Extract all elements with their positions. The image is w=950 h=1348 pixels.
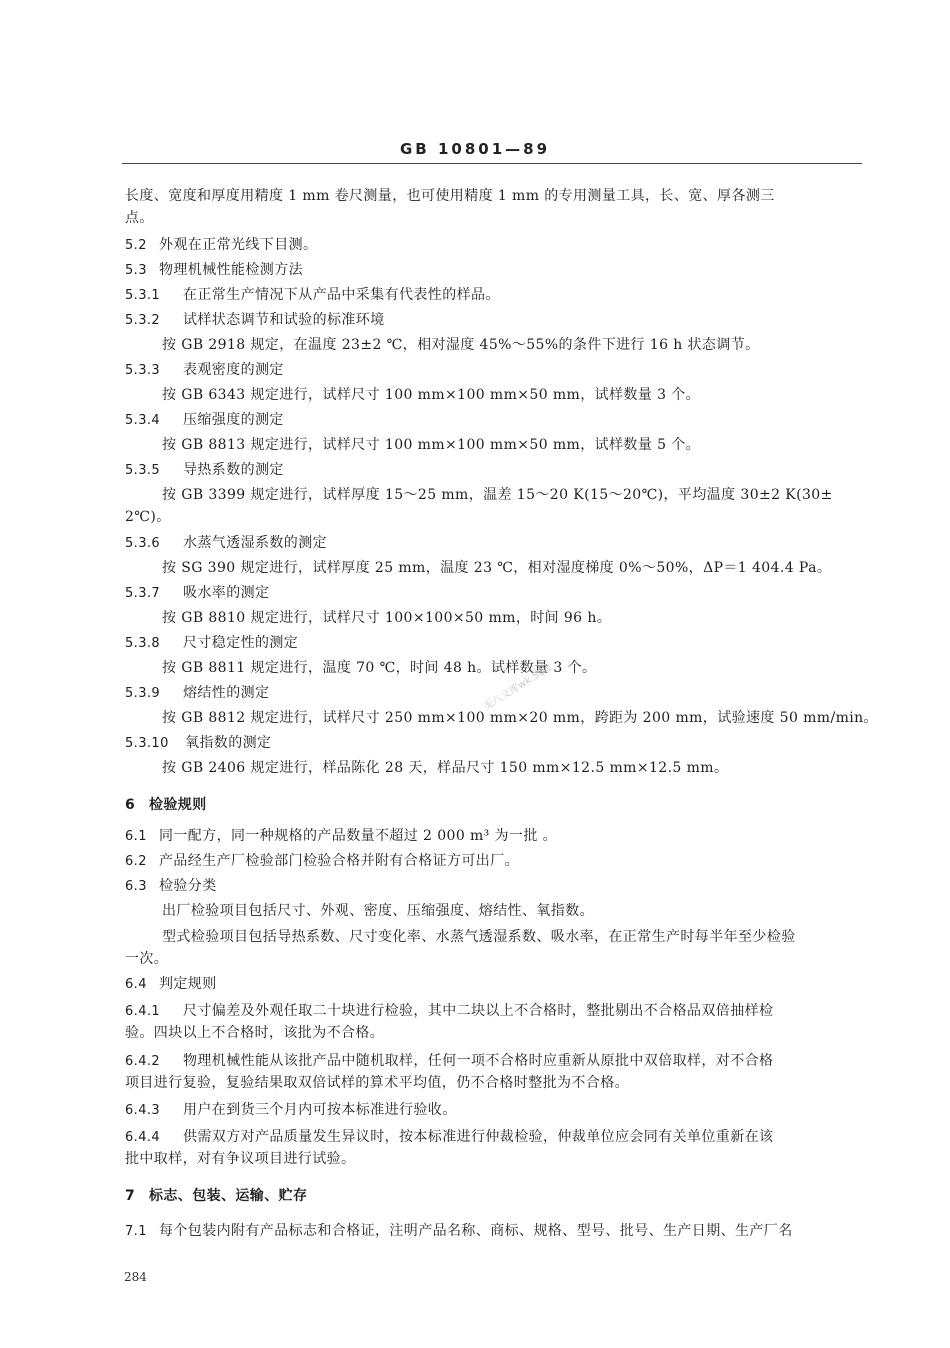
- clause-text: 型式检验项目包括导热系数、尺寸变化率、水蒸气透湿系数、吸水率，在正常生产时每半年至少检验: [162, 929, 796, 945]
- text-line: [125, 1024, 384, 1042]
- text-line: [162, 902, 594, 920]
- clause-number: 6.1: [125, 829, 147, 844]
- text-line: [125, 1002, 773, 1021]
- clause-number: 5.3.7: [125, 586, 161, 601]
- text-line: [162, 336, 760, 354]
- standard-code-header: GB 10801—89: [399, 140, 551, 158]
- clause-text: 按 GB 6343 规定进行，试样尺寸 100 mm×100 mm×50 mm，试样数量 3 个。: [162, 387, 701, 403]
- clause-number: 5.3.5: [125, 463, 161, 478]
- clause-text: 物理机械性能从该批产品中随机取样，任何一项不合格时应重新从原批中双倍取样，对不合格: [183, 1053, 774, 1069]
- clause-text: 在正常生产情况下从产品中采集有代表性的样品。: [183, 287, 500, 303]
- text-line: [125, 634, 298, 653]
- text-line: [125, 209, 154, 227]
- clause-text: 水蒸气透湿系数的测定: [183, 535, 327, 551]
- clause-text: 同一配方，同一种规格的产品数量不超过 2 000 m³ 为一批 。: [159, 828, 557, 844]
- clause-text: 按 GB 8813 规定进行，试样尺寸 100 mm×100 mm×50 mm，试样数量 5 个。: [162, 437, 701, 453]
- text-line: [125, 1150, 355, 1168]
- clause-number: 5.3.3: [125, 363, 161, 378]
- section-heading: [125, 796, 207, 814]
- text-line: [162, 759, 728, 777]
- section-heading: [125, 1187, 307, 1205]
- clause-text: 按 GB 2918 规定，在温度 23±2 ℃，相对湿度 45%～55%的条件下进行 16 h 状态调节。: [162, 337, 760, 353]
- clause-number: 7: [125, 1188, 136, 1204]
- clause-text: 按 GB 3399 规定进行，试样厚度 15～25 mm，温差 15～20 K(15～20℃)，平均温度 30±2 K(30±: [162, 487, 833, 503]
- clause-text: 每个包装内附有产品标志和合格证，注明产品名称、商标、规格、型号、批号、生产日期、生产厂名: [159, 1223, 793, 1239]
- clause-text: 氧指数的测定: [185, 735, 272, 751]
- clause-number: 5.3: [125, 263, 147, 278]
- clause-number: 6: [125, 797, 136, 813]
- text-line: [125, 852, 519, 871]
- clause-number: 5.3.2: [125, 313, 161, 328]
- clause-number: 5.3.4: [125, 413, 161, 428]
- clause-number: 7.1: [125, 1224, 147, 1239]
- clause-text: 批中取样，对有争议项目进行试验。: [125, 1151, 356, 1167]
- page-number: 284: [124, 1270, 147, 1284]
- text-line: [125, 1222, 793, 1241]
- clause-text: 熔结性的测定: [183, 685, 270, 701]
- clause-number: 5.2: [125, 238, 147, 253]
- text-line: [162, 436, 700, 454]
- text-line: [125, 1101, 457, 1120]
- text-line: [125, 508, 171, 526]
- text-line: [125, 584, 269, 603]
- clause-text: 按 GB 2406 规定进行，样品陈化 28 天，样品尺寸 150 mm×12.5 mm×12.5 mm。: [162, 760, 729, 776]
- text-line: [125, 1128, 773, 1147]
- clause-text: 标志、包装、运输、贮存: [149, 1188, 308, 1204]
- text-line: [125, 734, 271, 753]
- text-line: [125, 877, 217, 896]
- text-line: [125, 461, 284, 480]
- clause-number: 5.3.9: [125, 686, 161, 701]
- clause-text: 供需双方对产品质量发生异议时，按本标准进行仲裁检验，仲裁单位应会同有关单位重新在该: [183, 1129, 774, 1145]
- text-line: [125, 411, 284, 430]
- clause-number: 5.3.1: [125, 288, 161, 303]
- watermark: 无八文库wk.58.c: [482, 661, 555, 713]
- clause-text: 吸水率的测定: [183, 585, 270, 601]
- clause-text: 按 GB 8812 规定进行，试样尺寸 250 mm×100 mm×20 mm，跨距为 200 mm，试验速度 50 mm/min。: [162, 710, 878, 726]
- text-line: [125, 236, 317, 255]
- clause-number: 6.2: [125, 854, 147, 869]
- clause-text: 检验规则: [149, 797, 207, 813]
- clause-text: 点。: [125, 210, 154, 226]
- clause-text: 产品经生产厂检验部门检验合格并附有合格证方可出厂。: [159, 853, 519, 869]
- text-line: [125, 311, 385, 330]
- clause-text: 尺寸稳定性的测定: [183, 635, 299, 651]
- clause-text: 按 GB 8810 规定进行，试样尺寸 100×100×50 mm，时间 96 h。: [162, 610, 612, 626]
- clause-text: 试样状态调节和试验的标准环境: [183, 312, 385, 328]
- header-rule: [122, 163, 862, 164]
- text-line: [162, 928, 796, 946]
- clause-number: 6.4.3: [125, 1103, 161, 1118]
- text-line: [125, 1052, 773, 1071]
- text-line: [125, 1074, 629, 1092]
- clause-text: 验。四块以上不合格时，该批为不合格。: [125, 1025, 385, 1041]
- clause-text: 尺寸偏差及外观任取二十块进行检验，其中二块以上不合格时，整批剔出不合格品双倍抽样检: [183, 1003, 774, 1019]
- clause-number: 5.3.8: [125, 636, 161, 651]
- clause-number: 6.4.4: [125, 1130, 161, 1145]
- text-line: [162, 609, 611, 627]
- clause-number: 6.3: [125, 879, 147, 894]
- clause-number: 5.3.10: [125, 736, 169, 751]
- clause-text: 出厂检验项目包括尺寸、外观、密度、压缩强度、熔结性、氧指数。: [162, 903, 594, 919]
- text-line: [125, 361, 284, 380]
- text-line: [162, 559, 831, 577]
- text-line: [125, 261, 303, 280]
- clause-text: 判定规则: [159, 976, 217, 992]
- clause-text: 导热系数的测定: [183, 462, 284, 478]
- text-line: [125, 187, 775, 205]
- text-line: [162, 486, 833, 504]
- clause-text: 长度、宽度和厚度用精度 1 mm 卷尺测量，也可使用精度 1 mm 的专用测量工具，长、宽、厚各测三: [125, 188, 775, 204]
- text-line: [125, 950, 168, 968]
- clause-text: 一次。: [125, 951, 169, 967]
- text-line: [125, 827, 557, 846]
- clause-number: 6.4.2: [125, 1054, 161, 1069]
- text-line: [125, 975, 217, 994]
- text-line: [125, 286, 500, 305]
- text-line: [125, 684, 269, 703]
- clause-number: 5.3.6: [125, 536, 161, 551]
- clause-text: 2℃)。: [125, 509, 171, 525]
- clause-text: 用户在到货三个月内可按本标准进行验收。: [183, 1102, 457, 1118]
- clause-text: 压缩强度的测定: [183, 412, 284, 428]
- text-line: [125, 534, 327, 553]
- text-line: [162, 386, 700, 404]
- clause-number: 6.4.1: [125, 1004, 161, 1019]
- clause-text: 外观在正常光线下目测。: [159, 237, 318, 253]
- clause-text: 检验分类: [159, 878, 217, 894]
- clause-text: 表观密度的测定: [183, 362, 284, 378]
- clause-text: 项目进行复验，复验结果取双倍试样的算术平均值，仍不合格时整批为不合格。: [125, 1075, 629, 1091]
- clause-text: 按 SG 390 规定进行，试样厚度 25 mm，温度 23 ℃，相对湿度梯度 0%～50%，ΔP＝1 404.4 Pa。: [162, 560, 832, 576]
- clause-text: 按 GB 8811 规定进行，温度 70 ℃，时间 48 h。试样数量 3 个。: [162, 660, 597, 676]
- clause-number: 6.4: [125, 977, 147, 992]
- clause-text: 物理机械性能检测方法: [159, 262, 303, 278]
- text-line: [162, 709, 878, 727]
